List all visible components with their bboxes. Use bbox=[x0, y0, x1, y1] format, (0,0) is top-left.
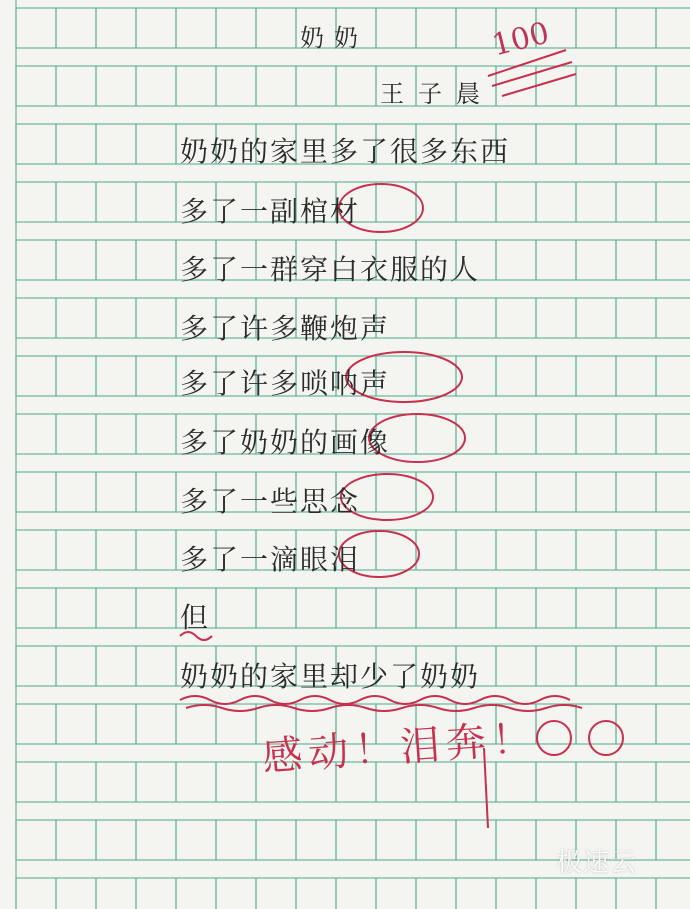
wavy-underline-last bbox=[180, 696, 570, 704]
grid-row bbox=[16, 878, 690, 909]
grid-cell bbox=[416, 820, 456, 860]
grid-cell bbox=[176, 762, 216, 802]
grid-cell bbox=[16, 762, 56, 802]
grid-cell bbox=[176, 66, 216, 106]
grid-cell bbox=[376, 820, 416, 860]
grid-cell bbox=[216, 762, 256, 802]
grid-cell bbox=[176, 820, 216, 860]
essay-line-10: 奶奶的家里却少了奶奶 bbox=[180, 660, 481, 693]
grid-cell bbox=[456, 878, 496, 909]
grid-cell bbox=[496, 762, 536, 802]
grid-cell bbox=[56, 878, 96, 909]
grid-cell bbox=[536, 762, 576, 802]
grid-cell bbox=[256, 66, 296, 106]
grid-cell bbox=[576, 762, 616, 802]
grid-cell bbox=[136, 704, 176, 744]
grid-cell bbox=[96, 66, 136, 106]
grid-cell bbox=[56, 66, 96, 106]
grid-cell bbox=[296, 66, 336, 106]
essay-title: 奶奶 bbox=[300, 24, 368, 52]
grid-cell bbox=[16, 878, 56, 909]
grid-cell bbox=[496, 878, 536, 909]
crying-face-icon bbox=[536, 720, 572, 756]
grid-cell bbox=[136, 8, 176, 48]
grid-cell bbox=[416, 8, 456, 48]
grid-cell bbox=[256, 8, 296, 48]
crying-face-icon-2 bbox=[588, 720, 624, 756]
grid-cell bbox=[216, 8, 256, 48]
grid-cell bbox=[56, 8, 96, 48]
grid-cell bbox=[216, 66, 256, 106]
grid-cell bbox=[216, 878, 256, 909]
grid-cell bbox=[16, 66, 56, 106]
grid-cell bbox=[536, 878, 576, 909]
grid-cell bbox=[136, 878, 176, 909]
grid-cell bbox=[16, 820, 56, 860]
grid-cell bbox=[616, 66, 656, 106]
grid-cell bbox=[56, 762, 96, 802]
score-underline-3 bbox=[502, 74, 576, 96]
grid-cell bbox=[176, 704, 216, 744]
grid-cell bbox=[216, 820, 256, 860]
essay-line-9: 但 bbox=[180, 601, 211, 634]
grid-cell bbox=[16, 704, 56, 744]
essay-author: 王子晨 bbox=[380, 80, 494, 108]
teacher-comment: 感动！泪奔！ bbox=[260, 715, 540, 781]
grid-cell bbox=[96, 878, 136, 909]
essay-line-4: 多了许多鞭炮声 bbox=[180, 312, 391, 345]
grid-row bbox=[16, 66, 690, 106]
grid-cell bbox=[56, 820, 96, 860]
grid-cell bbox=[136, 762, 176, 802]
grid-cell bbox=[56, 704, 96, 744]
grid-cell bbox=[496, 820, 536, 860]
grid-cell bbox=[616, 8, 656, 48]
grid-cell bbox=[376, 878, 416, 909]
score-mark: 100 bbox=[488, 15, 553, 64]
grid-cell bbox=[656, 820, 690, 860]
grid-cell bbox=[96, 8, 136, 48]
grid-cell bbox=[576, 66, 616, 106]
essay-line-3: 多了一群穿白衣服的人 bbox=[180, 253, 481, 286]
grid-cell bbox=[656, 704, 690, 744]
essay-line-1: 奶奶的家里多了很多东西 bbox=[180, 135, 511, 168]
grid-cell bbox=[576, 8, 616, 48]
grid-cell bbox=[296, 878, 336, 909]
grid-cell bbox=[656, 878, 690, 909]
grid-cell bbox=[656, 762, 690, 802]
grid-cell bbox=[176, 878, 216, 909]
grid-cell bbox=[376, 8, 416, 48]
grid-cell bbox=[96, 762, 136, 802]
essay-line-2: 多了一副棺材 bbox=[180, 195, 361, 228]
grid-cell bbox=[96, 820, 136, 860]
grid-cell bbox=[96, 704, 136, 744]
grid-cell bbox=[176, 8, 216, 48]
essay-line-8: 多了一滴眼泪 bbox=[180, 543, 361, 576]
essay-line-5: 多了许多唢呐声 bbox=[180, 367, 391, 400]
grid-cell bbox=[256, 820, 296, 860]
grid-cell bbox=[336, 820, 376, 860]
grid-cell bbox=[456, 820, 496, 860]
grid-cell bbox=[576, 878, 616, 909]
grid-cell bbox=[656, 66, 690, 106]
grid-cell bbox=[136, 820, 176, 860]
grid-cell bbox=[616, 878, 656, 909]
essay-line-6: 多了奶奶的画像 bbox=[180, 426, 391, 459]
grid-cell bbox=[16, 8, 56, 48]
grid-cell bbox=[136, 66, 176, 106]
grid-cell bbox=[296, 820, 336, 860]
grid-cell bbox=[336, 878, 376, 909]
watermark: 极速云 bbox=[556, 848, 638, 878]
grid-cell bbox=[416, 878, 456, 909]
grid-cell bbox=[616, 762, 656, 802]
grid-cell bbox=[256, 878, 296, 909]
grid-cell bbox=[336, 66, 376, 106]
essay-line-7: 多了一些思念 bbox=[180, 485, 361, 518]
grid-cell bbox=[656, 8, 690, 48]
